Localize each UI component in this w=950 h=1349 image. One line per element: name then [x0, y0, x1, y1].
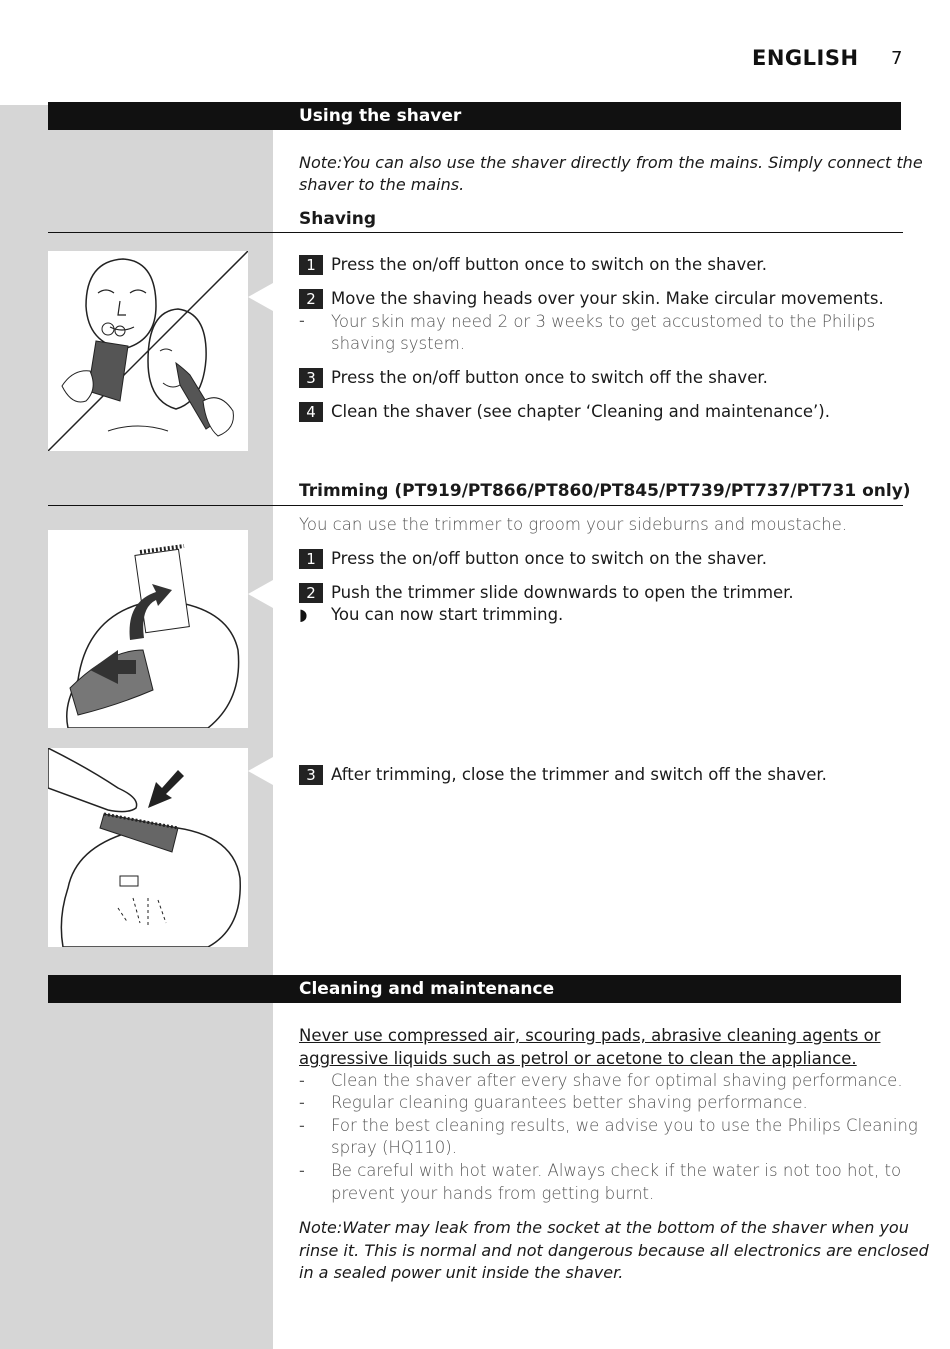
- language-label: ENGLISH: [752, 46, 859, 70]
- step-number: 1: [299, 255, 323, 275]
- section-bar-cleaning: [48, 975, 901, 1003]
- shaving-illustration: [48, 251, 248, 451]
- step-text: Clean the shaver (see chapter ‘Cleaning and maintenance’).: [331, 402, 830, 421]
- step-number: 3: [299, 765, 323, 785]
- page-number: 7: [891, 48, 903, 69]
- step-text: Press the on/off button once to switch on the shaver.: [331, 549, 767, 568]
- section-title: Cleaning and maintenance: [299, 979, 555, 999]
- tip-line: Your skin may need 2 or 3 weeks to get accustomed to the Philips: [331, 312, 876, 331]
- trimmer-open-illustration: [48, 530, 248, 728]
- bullet-text: Clean the shaver after every shave for optimal shaving performance.: [331, 1071, 903, 1090]
- callout-pointer: [248, 757, 273, 785]
- step-number: 2: [299, 583, 323, 603]
- warning-line: Never use compressed air, scouring pads, abrasive cleaning agents or: [299, 1026, 881, 1045]
- divider: [48, 232, 903, 233]
- step-number: 4: [299, 402, 323, 422]
- note-line: Note:Water may leak from the socket at the bottom of the shaver when you: [299, 1218, 909, 1237]
- dash-marker: -: [299, 1116, 305, 1135]
- bullet-text: Be careful with hot water. Always check if the water is not too hot, to: [331, 1161, 902, 1180]
- dash-marker: -: [299, 1093, 305, 1112]
- note-line: shaver to the mains.: [299, 175, 465, 194]
- divider: [48, 505, 903, 506]
- step-text: Move the shaving heads over your skin. Make circular movements.: [331, 289, 884, 308]
- note-line: in a sealed power unit inside the shaver.: [299, 1263, 624, 1282]
- section-title: Using the shaver: [299, 106, 462, 126]
- result-marker: ◗: [299, 605, 308, 624]
- bullet-text: prevent your hands from getting burnt.: [331, 1184, 655, 1203]
- step-number: 3: [299, 368, 323, 388]
- subheading-shaving: Shaving: [299, 209, 376, 229]
- section-bar-using: [48, 102, 901, 130]
- trimmer-close-illustration: [48, 748, 248, 947]
- dash-marker: -: [299, 1161, 305, 1180]
- dash-marker: -: [299, 1071, 305, 1090]
- step-text: Push the trimmer slide downwards to open the trimmer.: [331, 583, 794, 602]
- step-text: Press the on/off button once to switch on the shaver.: [331, 255, 767, 274]
- bullet-text: Regular cleaning guarantees better shaving performance.: [331, 1093, 808, 1112]
- callout-pointer: [248, 580, 273, 608]
- warning-line: aggressive liquids such as petrol or acetone to clean the appliance.: [299, 1049, 857, 1068]
- step-number: 1: [299, 549, 323, 569]
- step-text: Press the on/off button once to switch off the shaver.: [331, 368, 768, 387]
- callout-pointer: [248, 283, 273, 311]
- bullet-text: spray (HQ110).: [331, 1138, 457, 1157]
- tip-line: shaving system.: [331, 334, 466, 353]
- subheading-trimming: Trimming (PT919/PT866/PT860/PT845/PT739/PT737/PT731 only): [299, 481, 911, 501]
- trimming-intro: You can use the trimmer to groom your sideburns and moustache.: [299, 515, 848, 534]
- note-line: Note:You can also use the shaver directly from the mains. Simply connect the: [299, 153, 923, 172]
- result-text: You can now start trimming.: [331, 605, 564, 624]
- step-number: 2: [299, 289, 323, 309]
- note-line: rinse it. This is normal and not dangerous because all electronics are enclosed: [299, 1241, 929, 1260]
- step-text: After trimming, close the trimmer and switch off the shaver.: [331, 765, 827, 784]
- bullet-text: For the best cleaning results, we advise you to use the Philips Cleaning: [331, 1116, 918, 1135]
- dash-marker: -: [299, 311, 305, 330]
